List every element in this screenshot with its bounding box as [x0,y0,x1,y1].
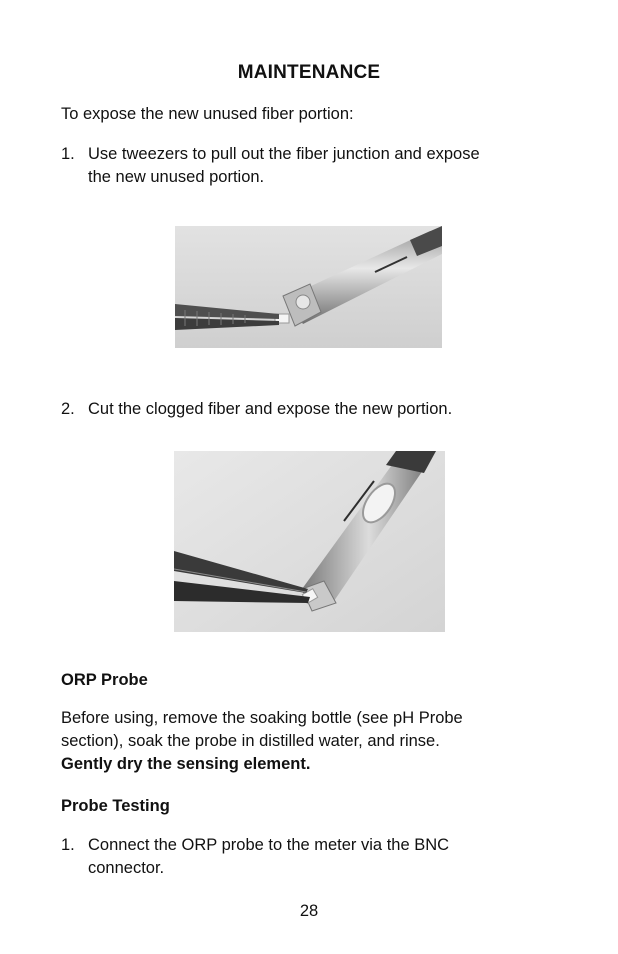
probe-testing-heading: Probe Testing [61,797,170,815]
page-title: MAINTENANCE [237,62,381,83]
step-1-line-1: Use tweezers to pull out the fiber junction and expose [88,145,480,163]
orp-bold-line: Gently dry the sensing element. [61,755,311,773]
intro-text: To expose the new unused fiber portion: [61,105,354,123]
testing-step-1-line-1: Connect the ORP probe to the meter via the BNC [88,836,450,854]
testing-step-1-line-2: connector. [88,859,165,877]
orp-probe-heading: ORP Probe [61,671,148,689]
step-1 [61,143,561,189]
step-1-line-2: the new unused portion. [88,168,265,186]
step-2 [61,398,452,421]
step-2-number: 2. [61,400,75,418]
orp-line-2: section), soak the probe in distilled water, and rinse. [61,732,440,750]
testing-step-1 [61,834,561,880]
step-2-text: Cut the clogged fiber and expose the new portion. [88,400,453,418]
photo-tweezers-pull-fiber [175,226,442,348]
testing-step-1-number: 1. [61,836,75,854]
page-number: 28 [299,902,319,920]
orp-probe-paragraph [61,707,581,776]
orp-line-1: Before using, remove the soaking bottle (see pH Probe [61,709,463,727]
step-1-number: 1. [61,145,75,163]
photo-cut-clogged-fiber [174,451,445,632]
